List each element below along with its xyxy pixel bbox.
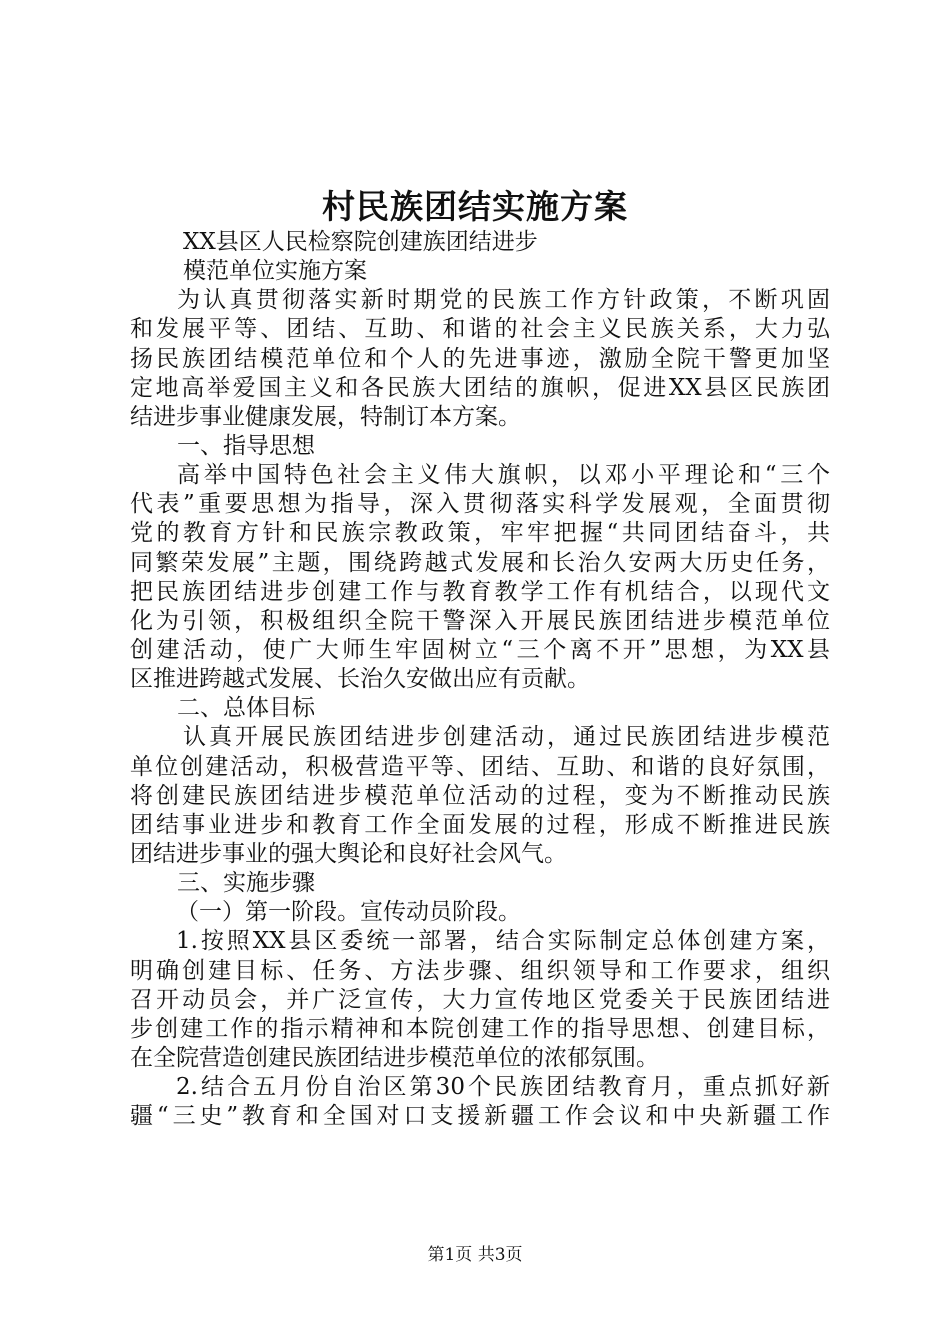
section-heading: 三、实施步骤 — [177, 870, 315, 897]
paragraph-line: 化为引领，积极组织全院干警深入开展民族团结进步模范单位 — [130, 607, 830, 634]
section-heading: 一、指导思想 — [177, 432, 315, 459]
paragraph-line: 结进步事业健康发展，特制订本方案。 — [130, 403, 521, 430]
subtitle-line-2: 模范单位实施方案 — [183, 258, 367, 285]
paragraph-line: 步创建工作的指示精神和本院创建工作的指导思想、创建目标， — [130, 1015, 830, 1042]
paragraph-line: 将创建民族团结进步模范单位活动的过程，变为不断推动民族 — [130, 782, 830, 809]
paragraph-line: 定地高举爱国主义和各民族大团结的旗帜，促进XX县区民族团 — [130, 374, 830, 401]
paragraph-line: 区推进跨越式发展、长治久安做出应有贡献。 — [130, 666, 590, 693]
paragraph-line: 为认真贯彻落实新时期党的民族工作方针政策，不断巩固 — [177, 287, 830, 314]
paragraph-line: 明确创建目标、任务、方法步骤、组织领导和工作要求，组织 — [130, 957, 830, 984]
page-footer: 第1页 共3页 — [427, 1245, 523, 1265]
paragraph-line: 和发展平等、团结、互助、和谐的社会主义民族关系，大力弘 — [130, 316, 830, 343]
paragraph-line: 在全院营造创建民族团结进步模范单位的浓郁氛围。 — [130, 1044, 659, 1071]
paragraph-line: 认真开展民族团结进步创建活动，通过民族团结进步模范 — [183, 724, 830, 751]
subsection-heading: （一）第一阶段。宣传动员阶段。 — [176, 899, 521, 926]
paragraph-line: 单位创建活动，积极营造平等、团结、互助、和谐的良好氛围， — [130, 753, 830, 780]
paragraph-line: 扬民族团结模范单位和个人的先进事迹，激励全院干警更加坚 — [130, 345, 830, 372]
paragraph-line: 高举中国特色社会主义伟大旗帜，以邓小平理论和“三个 — [177, 462, 830, 489]
paragraph-line: 团结进步事业的强大舆论和良好社会风气。 — [130, 840, 567, 867]
paragraph-line: 同繁荣发展”主题，围绕跨越式发展和长治久安两大历史任务， — [130, 549, 830, 576]
paragraph-line: 党的教育方针和民族宗教政策，牢牢把握“共同团结奋斗，共 — [130, 520, 830, 547]
paragraph-line: 召开动员会，并广泛宣传，大力宣传地区党委关于民族团结进 — [130, 986, 830, 1013]
section-heading: 二、总体目标 — [177, 695, 315, 722]
paragraph-line: 把民族团结进步创建工作与教育教学工作有机结合，以现代文 — [130, 578, 830, 605]
subtitle-line-1: XX县区人民检察院创建族团结进步 — [183, 229, 538, 255]
paragraph-line: 疆“三史”教育和全国对口支援新疆工作会议和中央新疆工作 — [130, 1103, 830, 1130]
document-body — [130, 228, 830, 1131]
document-title: 村民族团结实施方案 — [322, 187, 628, 226]
paragraph-line: 1.按照XX县区委统一部署，结合实际制定总体创建方案， — [176, 928, 830, 955]
paragraph-line: 团结事业进步和教育工作全面发展的过程，形成不断推进民族 — [130, 811, 830, 838]
paragraph-line: 2.结合五月份自治区第30个民族团结教育月，重点抓好新 — [176, 1074, 830, 1101]
paragraph-line: 代表”重要思想为指导，深入贯彻落实科学发展观，全面贯彻 — [130, 491, 830, 518]
paragraph-line: 创建活动，使广大师生牢固树立“三个离不开”思想，为XX县 — [130, 636, 830, 663]
